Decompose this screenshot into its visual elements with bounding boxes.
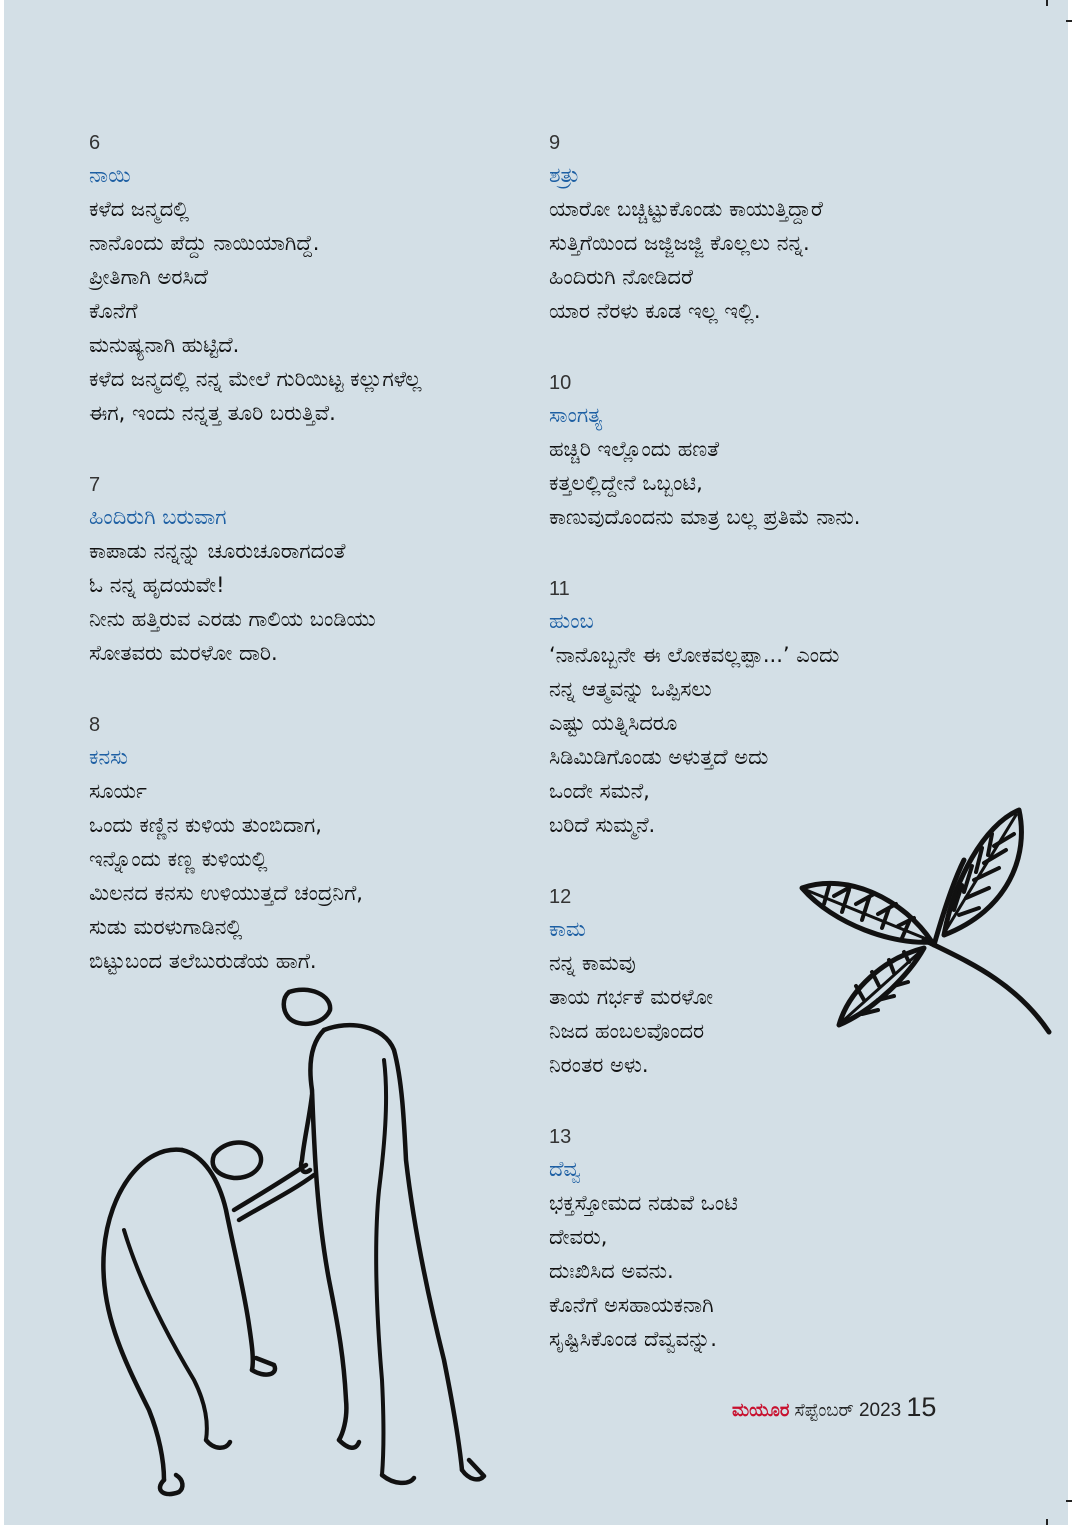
poem-number: 12 xyxy=(549,886,572,908)
poem-line: ನಿರಂತರ ಅಳು. xyxy=(549,1053,649,1077)
page-footer xyxy=(732,1392,936,1423)
poem-line: ಕಾಪಾಡು ನನ್ನನ್ನು ಚೂರುಚೂರಾಗದಂತೆ xyxy=(89,539,346,563)
magazine-page xyxy=(4,0,1068,1525)
poem-title: ಕಾಮ xyxy=(549,917,586,941)
poem-line: ಬರಿದೆ ಸುಮ್ಮನೆ. xyxy=(549,813,656,837)
poem-9 xyxy=(549,128,1019,328)
poem-number: 8 xyxy=(89,714,101,736)
poem-line: ಸೂರ್ಯ xyxy=(89,779,147,803)
poem-title: ಶತ್ರು xyxy=(549,163,580,187)
poem-line: ಪ್ರೀತಿಗಾಗಿ ಅರಸಿದೆ xyxy=(89,265,209,289)
poem-title: ಹಿಂದಿರುಗಿ ಬರುವಾಗ xyxy=(89,505,227,529)
poem-line: ನನ್ನ ಕಾಮವು xyxy=(549,951,636,975)
poem-line: ನನ್ನ ಆತ್ಮವನ್ನು ಒಪ್ಪಿಸಲು xyxy=(549,677,712,701)
poem-line: ಕಳೆದ ಜನ್ಮದಲ್ಲಿ xyxy=(89,197,190,221)
poem-line: ಕಳೆದ ಜನ್ಮದಲ್ಲಿ ನನ್ನ ಮೇಲೆ ಗುರಿಯಿಟ್ಟ ಕಲ್ಲುಗಳೆಲ್ಲ xyxy=(89,367,422,391)
poem-line: ಯಾರ ನೆರಳು ಕೂಡ ಇಲ್ಲ ಇಲ್ಲಿ. xyxy=(549,299,761,323)
poem-line: ನೀನು ಹತ್ತಿರುವ ಎರಡು ಗಾಲಿಯ ಬಂಡಿಯು xyxy=(89,607,376,631)
poem-title: ಸಾಂಗತ್ಯ xyxy=(549,403,603,427)
poem-line: ಇನ್ನೊಂದು ಕಣ್ಣ ಕುಳಿಯಲ್ಲಿ xyxy=(89,847,268,871)
poem-line: ಹಚ್ಚಿರಿ ಇಲ್ಲೊಂದು ಹಣತೆ xyxy=(549,437,720,461)
poem-line: ಒಂದು ಕಣ್ಣಿನ ಕುಳಿಯ ತುಂಬಿದಾಗ, xyxy=(89,813,322,837)
poem-title: ದೆವ್ವ xyxy=(549,1157,581,1181)
footer-year: 2023 xyxy=(858,1400,902,1421)
poem-line: ಎಷ್ಟು ಯತ್ನಿಸಿದರೂ xyxy=(549,711,678,735)
poem-title: ಹುಂಬ xyxy=(549,609,594,633)
crop-mark-bottom-right-side xyxy=(1066,1500,1072,1502)
poem-line: ಸೃಷ್ಟಿಸಿಕೊಂಡ ದೆವ್ವವನ್ನು. xyxy=(549,1327,717,1351)
poem-line: ಕೊನೆಗೆ ಅಸಹಾಯಕನಾಗಿ xyxy=(549,1293,714,1317)
poem-line: ಕತ್ತಲಲ್ಲಿದ್ದೇನೆ ಒಬ್ಬಂಟಿ, xyxy=(549,471,703,495)
poem-line: ನಿಜದ ಹಂಬಲವೊಂದರ xyxy=(549,1019,705,1043)
poem-number: 7 xyxy=(89,474,101,496)
poem-line: ನಾನೊಂದು ಪೆದ್ದು ನಾಯಿಯಾಗಿದ್ದೆ. xyxy=(89,231,320,255)
poem-line: ದುಃಖಿಸಿದ ಅವನು. xyxy=(549,1259,674,1283)
poem-line: ಓ ನನ್ನ ಹೃದಯವೇ! xyxy=(89,573,225,597)
poem-title: ನಾಯಿ xyxy=(89,163,131,187)
crop-mark-top-right xyxy=(1046,0,1048,6)
page-number: 15 xyxy=(906,1392,937,1422)
leaf-sprig-drawing xyxy=(794,800,1064,1040)
poem-line: ಸುಡು ಮರಳುಗಾಡಿನಲ್ಲಿ xyxy=(89,915,243,939)
crop-mark-mid-right xyxy=(1066,20,1072,22)
poem-line: ಕೊನೆಗೆ xyxy=(89,299,138,323)
poem-line: ಹಿಂದಿರುಗಿ ನೋಡಿದರೆ xyxy=(549,265,693,289)
poem-line: ದೇವರು, xyxy=(549,1225,608,1249)
right-column xyxy=(549,128,1019,1396)
poem-title: ಕನಸು xyxy=(89,745,128,769)
poem-line: ತಾಯ ಗರ್ಭಕೆ ಮರಳೋ xyxy=(549,985,714,1009)
poem-number: 6 xyxy=(89,132,101,154)
poem-line: ಭಕ್ತಸ್ತೋಮದ ನಡುವೆ ಒಂಟಿ xyxy=(549,1191,738,1215)
poem-10 xyxy=(549,368,1019,534)
poem-line: ಸುತ್ತಿಗೆಯಿಂದ ಜಜ್ಜಿಜಜ್ಜಿ ಕೊಲ್ಲಲು ನನ್ನ. xyxy=(549,231,810,255)
poem-6 xyxy=(89,128,539,430)
poem-number: 10 xyxy=(549,372,572,394)
poem-line: ‘ನಾನೊಬ್ಬನೇ ಈ ಲೋಕವಲ್ಲಪ್ಪಾ...’ ಎಂದು xyxy=(549,643,840,667)
poem-7 xyxy=(89,470,539,670)
poem-number: 13 xyxy=(549,1126,572,1148)
magazine-brand: ಮಯೂರ xyxy=(732,1400,790,1421)
poem-line: ಒಂದೇ ಸಮನೆ, xyxy=(549,779,650,803)
poem-line: ಮಿಲನದ ಕನಸು ಉಳಿಯುತ್ತದೆ ಚಂದ್ರನಿಗೆ, xyxy=(89,881,363,905)
poem-number: 11 xyxy=(549,578,570,600)
poem-line: ಈಗ, ಇಂದು ನನ್ನತ್ತ ತೂರಿ ಬರುತ್ತಿವೆ. xyxy=(89,401,336,425)
crop-mark-bottom-right xyxy=(1046,1519,1048,1525)
poem-line: ಯಾರೋ ಬಚ್ಚಿಟ್ಟುಕೊಂಡು ಕಾಯುತ್ತಿದ್ದಾರೆ xyxy=(549,197,823,221)
poem-13 xyxy=(549,1122,1019,1356)
poem-8 xyxy=(89,710,539,978)
poem-line: ಮನುಷ್ಯನಾಗಿ ಹುಟ್ಟಿದೆ. xyxy=(89,333,240,357)
footer-month: ಸೆಪ್ಟೆಂಬರ್ xyxy=(794,1400,854,1421)
left-column xyxy=(89,128,539,1018)
poem-line: ಕಾಣುವುದೊಂದನು ಮಾತ್ರ ಬಲ್ಲ ಪ್ರತಿಮೆ ನಾನು. xyxy=(549,505,861,529)
poem-line: ಸಿಡಿಮಿಡಿಗೊಂಡು ಅಳುತ್ತದೆ ಅದು xyxy=(549,745,769,769)
two-figures-line-drawing xyxy=(84,980,504,1520)
poem-line: ಸೋತವರು ಮರಳೋ ದಾರಿ. xyxy=(89,641,278,665)
poem-number: 9 xyxy=(549,132,561,154)
poem-line: ಬಿಟ್ಟುಬಂದ ತಲೆಬುರುಡೆಯ ಹಾಗೆ. xyxy=(89,949,317,973)
